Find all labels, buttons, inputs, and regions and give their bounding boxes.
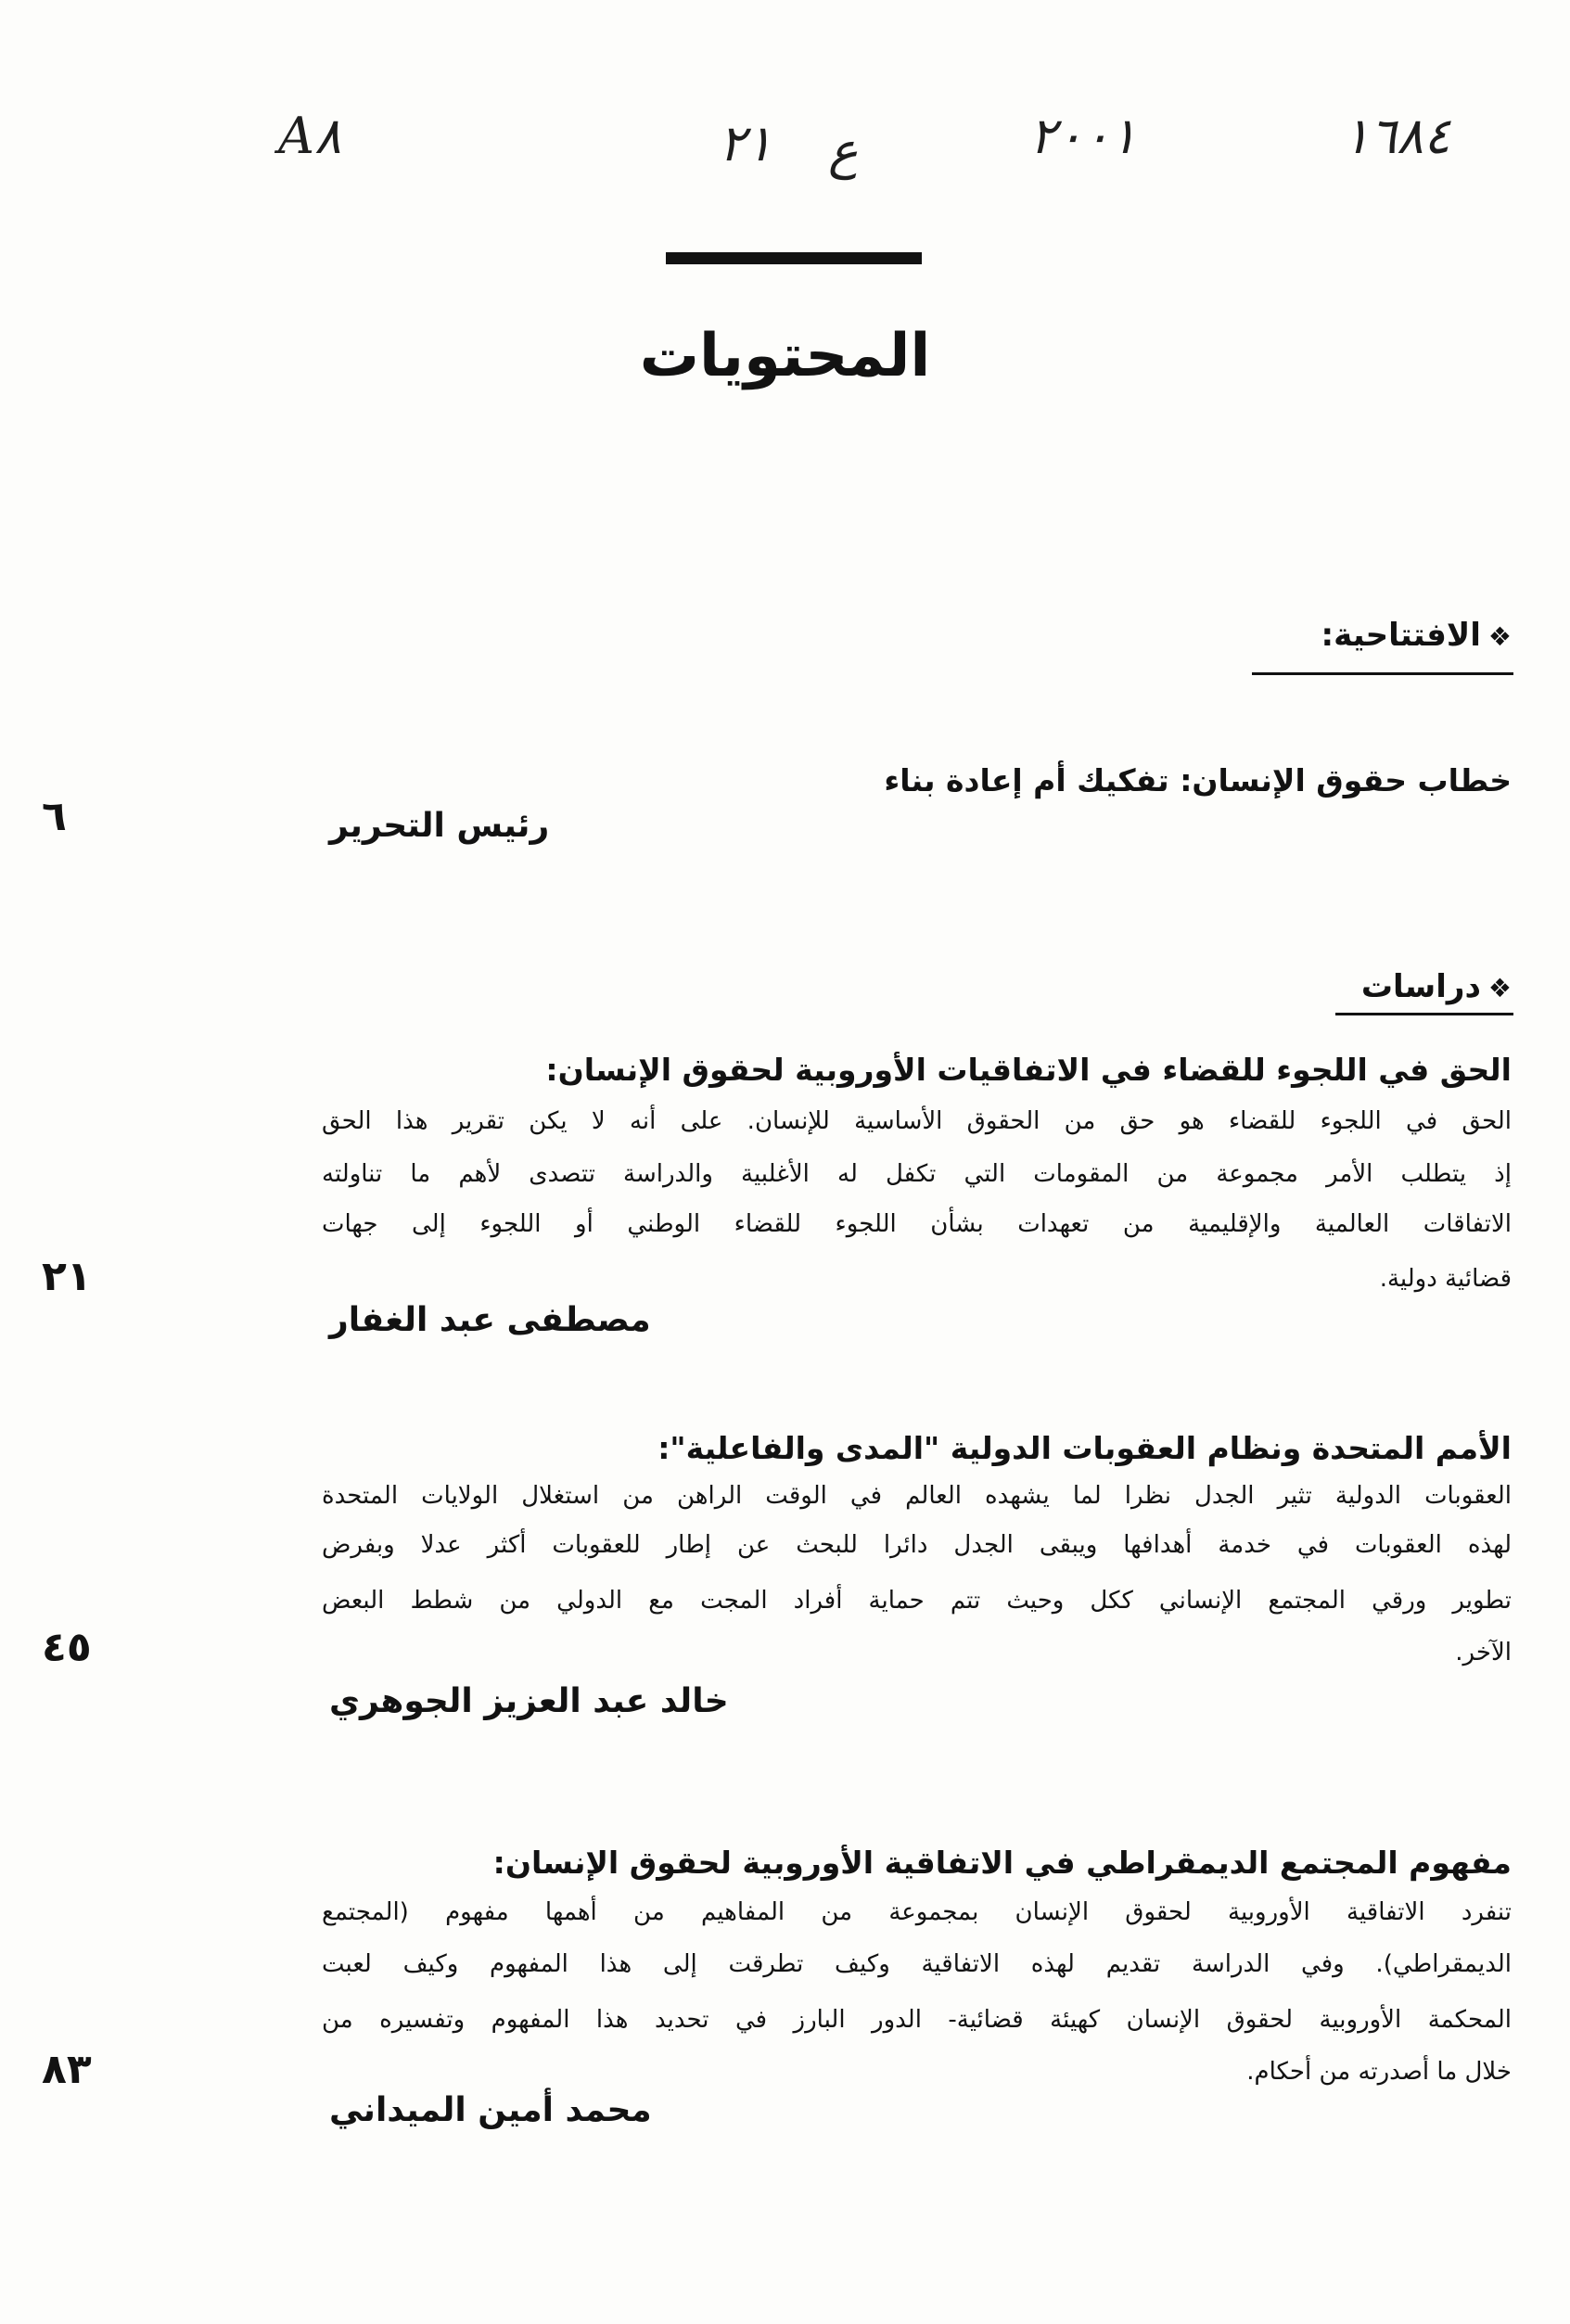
abstract-line: قضائية دولية. [1379,1265,1512,1293]
page-number: ٢١ [42,1253,92,1300]
abstract-line: إذ يتطلب الأمر مجموعة من المقومات التي تكفل له الأغلبية والدراسة تتصدى لأهم ما تناولته [322,1160,1512,1188]
entry-title: الحق في اللجوء للقضاء في الاتفاقيات الأوروبية لحقوق الإنسان: [545,1052,1512,1088]
handwritten-note: ٢٠٠١ [1029,107,1138,165]
abstract-line: الآخر. [1455,1639,1512,1666]
section-heading-studies [1361,966,1512,1007]
section-heading-opening [1321,615,1512,656]
abstract-line: الاتفاقات العالمية والإقليمية من تعهدات بشأن اللجوء للقضاء الوطني أو اللجوء إلى جهات [322,1210,1512,1238]
section-heading-underline [1335,1013,1513,1015]
entry-title: الأمم المتحدة ونظام العقوبات الدولية "المدى والفاعلية": [657,1430,1512,1466]
section-heading-underline [1252,672,1513,675]
entry-title: خطاب حقوق الإنسان: تفكيك أم إعادة بناء [884,762,1512,798]
page-number: ٦ [42,793,67,840]
abstract-line: الحق في اللجوء للقضاء هو حق من الحقوق الأساسية للإنسان. على أنه لا يكن تقرير هذا الحق [322,1107,1512,1135]
abstract-line: الديمقراطي). وفي الدراسة تقديم لهذه الاتفاقية وكيف تطرقت إلى هذا المفهوم وكيف لعبت [322,1950,1512,1978]
page-number: ٤٥ [42,1624,92,1671]
abstract-line: لهذه العقوبات في خدمة أهدافها ويبقى الجدل دائرا للبحث عن إطار للعقوبات أكثر عدلا وبفرض [322,1531,1512,1559]
diamond-bullet-icon: ❖ [1487,973,1512,1003]
abstract-line: تطوير ورقي المجتمع الإنساني ككل وحيث تتم حماية أفراد المجت مع الدولي من شطط البعض [322,1587,1512,1615]
abstract-line: تنفرد الاتفاقية الأوروبية لحقوق الإنسان بمجموعة من المفاهيم من أهمها مفهوم (المجتمع [322,1898,1512,1926]
handwritten-note: ١٦٨٤ [1343,107,1451,165]
abstract-line: خلال ما أصدرته من أحكام. [1246,2058,1512,2086]
author-name: مصطفى عبد الغفار [329,1301,651,1339]
author-name: خالد عبد العزيز الجوهري [329,1682,729,1720]
handwritten-note: ٢١ [719,114,773,172]
entry-title: مفهوم المجتمع الديمقراطي في الاتفاقية الأوروبية لحقوق الإنسان: [492,1845,1512,1881]
author-name: محمد أمين الميداني [329,2091,652,2129]
section-heading-label: الافتتاحية: [1321,617,1481,654]
diamond-bullet-icon: ❖ [1487,621,1512,652]
handwritten-note: A٨ [278,107,342,165]
top-rule [666,252,922,264]
handwritten-note: ع [828,121,859,180]
page-title: المحتويات [639,322,931,390]
abstract-line: العقوبات الدولية تثير الجدل نظرا لما يشهده العالم في الوقت الراهن من استغلال الولايات المتحدة [322,1482,1512,1510]
author-name: رئيس التحرير [329,807,550,845]
abstract-line: المحكمة الأوروبية لحقوق الإنسان كهيئة قضائية- الدور البارز في تحديد هذا المفهوم وتفسيره من [322,2006,1512,2034]
section-heading-label: دراسات [1360,968,1481,1005]
page-number: ٨٣ [42,2046,92,2093]
